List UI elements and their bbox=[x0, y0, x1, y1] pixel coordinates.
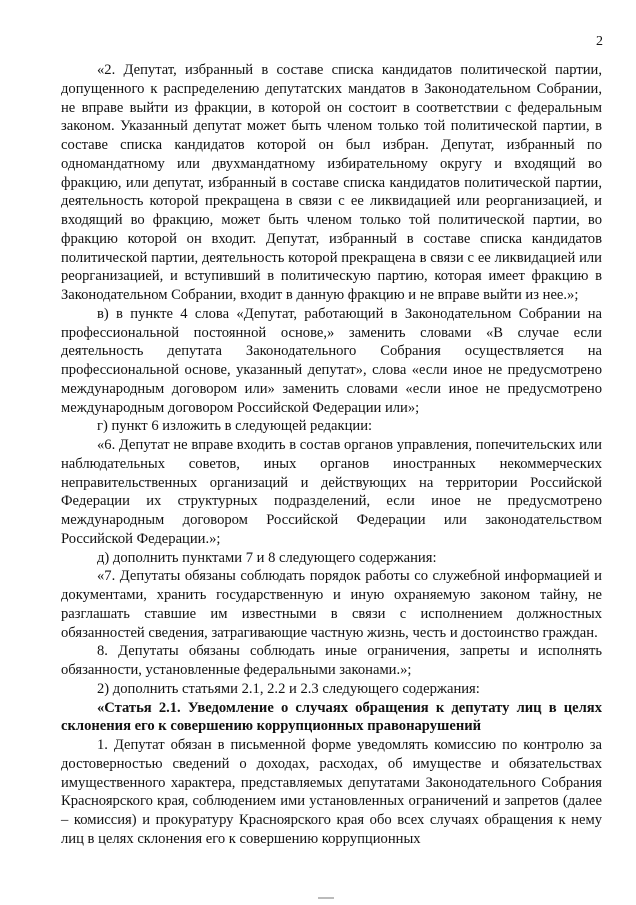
article-2-1-heading: «Статья 2.1. Уведомление о случаях обращения к депутату лиц в целях склонения его к совершению коррупционных правонарушений bbox=[61, 699, 602, 735]
paragraph-subitem-d: д) дополнить пунктами 7 и 8 следующего содержания: bbox=[97, 549, 437, 566]
paragraph-article-2-1-point-1: 1. Депутат обязан в письменной форме уведомлять комиссию по контролю за достоверностью сведений о доходах, расходах, об имуществе и обязательствах имущественного характера, представляемых депутатами Законодательного Собрания Красноярского края, соблюдением ими установленных ограничений и запретов (далее – комиссия) и прокуратуру Красноярского края обо всех случаях обращения к нему лиц в целях склонения его к совершению коррупционных bbox=[61, 737, 602, 847]
document-body bbox=[61, 61, 602, 849]
paragraph-subitem-g: г) пункт 6 изложить в следующей редакции: bbox=[97, 418, 373, 435]
paragraph-subitem-v: в) в пункте 4 слова «Депутат, работающий в Законодательном Собрании на профессиональной постоянной основе,» заменить словами «В случае если деятельность депутата Законодательного Собрания осуществляется на профессиональной основе, указанный депутат», слова «если иное не предусмотрено международным договором или» заменить словами «если иное не предусмотрено международным договором Российской Федерации или»; bbox=[61, 305, 602, 416]
scan-artifact bbox=[318, 897, 334, 899]
paragraph-point-7: «7. Депутаты обязаны соблюдать порядок работы со служебной информацией и документами, хранить государственную и иную охраняемую законом тайну, не разглашать ставшие им известными в связи с исполнением должностных обязанностей сведения, затрагивающие частную жизнь, честь и достоинство граждан. bbox=[61, 568, 602, 641]
paragraph-article-2-point-2: «2. Депутат, избранный в составе списка кандидатов политической партии, допущенного к распределению депутатских мандатов в Законодательном Собрании, не вправе выйти из фракции, в которой он состоит в соответствии с федеральным законом. Указанный депутат может быть членом только той политической партии, в составе списка кандидатов которой он был избран. Депутат, избранный по одномандатному или двухмандатному избирательному округу и входящий во фракцию, или депутат, избранный в составе списка кандидатов политической партии, деятельность которой прекращена в связи с ее ликвидацией или реорганизацией, и входящий во фракцию, может быть членом только той политической партии, во фракцию которой он входит. Депутат, избранный в составе списка кандидатов политической партии, деятельность которой прекращена в связи с ее ликвидацией или реорганизацией, и вступивший в политическую партию, которая имеет фракцию в Законодательном Собрании, входит в данную фракцию и не вправе выйти из нее.»; bbox=[61, 62, 602, 303]
paragraph-point-8: 8. Депутаты обязаны соблюдать иные ограничения, запреты и исполнять обязанности, установленные федеральными законами.»; bbox=[61, 643, 602, 678]
page-number: 2 bbox=[596, 34, 603, 49]
paragraph-item-2: 2) дополнить статьями 2.1, 2.2 и 2.3 следующего содержания: bbox=[97, 680, 480, 697]
paragraph-point-6: «6. Депутат не вправе входить в состав органов управления, попечительских или наблюдательных советов, иных органов иностранных некоммерческих неправительственных организаций и действующих на территории Российской Федерации их структурных подразделений, если иное не предусмотрено международным договором Российской Федерации или законодательством Российской Федерации.»; bbox=[61, 437, 602, 547]
